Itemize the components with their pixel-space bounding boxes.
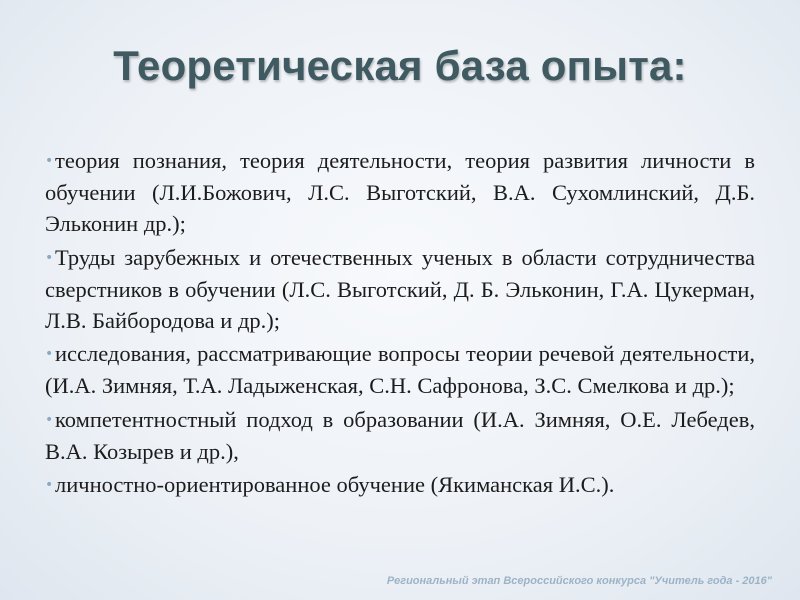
list-item-text: компетентностный подход в образовании (И.А. Зимняя, О.Е. Лебедев, В.А. Козырев и др.), xyxy=(45,406,755,464)
list-item-text: личностно-ориентированное обучение (Якиманская И.С.). xyxy=(55,472,615,498)
bullet-icon: • xyxy=(45,249,54,266)
list-item xyxy=(45,338,755,401)
bullet-icon: • xyxy=(45,411,54,428)
footer-caption: Региональный этап Всероссийского конкурса "Учитель года - 2016" xyxy=(386,575,772,587)
list-item xyxy=(45,242,755,337)
list-item xyxy=(45,469,755,501)
bullet-icon: • xyxy=(45,477,54,494)
list-item xyxy=(45,404,755,467)
list-item-text: теория познания, теория деятельности, теория развития личности в обучении (Л.И.Божович, Л.С. Выготский, В.А. Сухомлинский, Д.Б. Эльконин др.); xyxy=(45,148,755,237)
list-item-text: Труды зарубежных и отечественных ученых в области сотрудничества сверстников в обучении (Л.С. Выготский, Д. Б. Эльконин, Г.А. Цукерман, Л.В. Байбородова и др.); xyxy=(45,244,755,334)
bullet-icon: • xyxy=(45,346,54,363)
slide-title: Теоретическая база опыта: xyxy=(113,42,687,89)
list-item xyxy=(45,145,755,240)
list-item-text: исследования, рассматривающие вопросы теории речевой деятельности, (И.А. Зимняя, Т.А. Ладыженская, С.Н. Сафронова, З.С. Смелкова и др.); xyxy=(45,341,755,399)
bullet-icon: • xyxy=(45,153,54,169)
bullet-list xyxy=(45,145,755,503)
